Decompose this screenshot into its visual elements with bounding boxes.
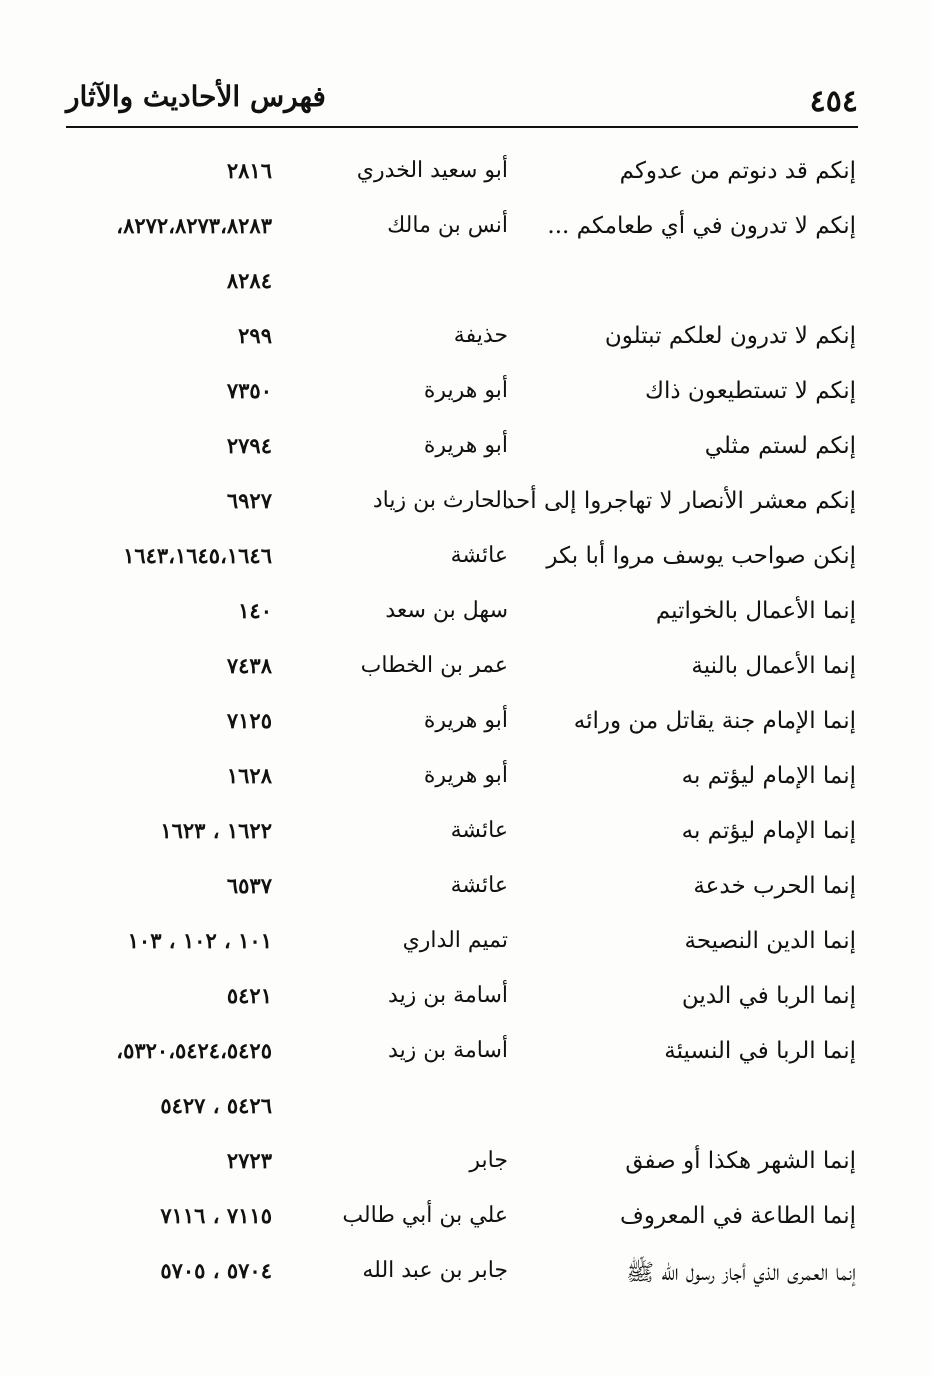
index-row <box>0 920 932 975</box>
index-row <box>0 1195 932 1250</box>
reference-numbers: ٢٧٢٣ <box>226 1148 272 1173</box>
index-row <box>0 1140 932 1195</box>
reference-numbers: ٧٤٣٨ <box>226 653 272 678</box>
index-row <box>0 700 932 755</box>
narrator-name: تميم الداري <box>402 928 508 953</box>
index-row <box>0 535 932 590</box>
hadith-text: إنكم لستم مثلي <box>704 433 856 459</box>
narrator-name: سهل بن سعد <box>385 598 508 623</box>
reference-numbers: ٦٩٢٧ <box>226 488 272 513</box>
hadith-text: إنما الأعمال بالنية <box>691 653 856 679</box>
reference-numbers: ٥٣٢٠،٥٤٢٤،٥٤٢٥، <box>116 1038 272 1063</box>
hadith-text: إنما الربا في النسيئة <box>664 1038 856 1064</box>
index-row <box>0 755 932 810</box>
hadith-text: إنكم معشر الأنصار لا تهاجروا إلى أحد <box>503 488 856 514</box>
reference-numbers: ٥٧٠٤ ، ٥٧٠٥ <box>160 1258 272 1283</box>
page-header <box>66 78 858 122</box>
hadith-text: إنما الدين النصيحة <box>684 928 856 954</box>
hadith-text: إنما الإمام ليؤتم به <box>681 818 856 844</box>
index-row <box>0 975 932 1030</box>
reference-numbers: ١٤٠ <box>238 598 272 623</box>
index-row <box>0 150 932 205</box>
hadith-text: إنما الطاعة في المعروف <box>620 1203 856 1229</box>
reference-numbers: ٧١٢٥ <box>226 708 272 733</box>
narrator-name: أسامة بن زيد <box>388 983 508 1008</box>
narrator-name: جابر بن عبد الله <box>362 1258 508 1283</box>
narrator-name: عائشة <box>450 873 508 898</box>
header-rule <box>66 126 858 128</box>
reference-numbers: ٧١١٥ ، ٧١١٦ <box>160 1203 272 1228</box>
reference-numbers: ٢٨١٦ <box>226 158 272 183</box>
index-table <box>0 150 932 1305</box>
hadith-text: إنما الشهر هكذا أو صفق <box>625 1148 856 1174</box>
index-row <box>0 1030 932 1085</box>
hadith-text: إنما الحرب خدعة <box>693 873 856 899</box>
reference-numbers: ٧٣٥٠ <box>226 378 272 403</box>
index-row <box>0 370 932 425</box>
hadith-text: إنما الأعمال بالخواتيم <box>655 598 856 624</box>
reference-numbers: ٥٤٢٦ ، ٥٤٢٧ <box>160 1093 272 1118</box>
index-row <box>0 590 932 645</box>
index-row <box>0 480 932 535</box>
reference-numbers: ١٦٢٢ ، ١٦٢٣ <box>160 818 272 843</box>
hadith-text: إنكم لا تستطيعون ذاك <box>645 378 856 404</box>
narrator-name: عمر بن الخطاب <box>360 653 508 678</box>
hadith-text: إنما الربا في الدين <box>681 983 856 1009</box>
index-row <box>0 260 932 315</box>
hadith-text: إنما العمرى الذي أجاز رسول الله ﷺ <box>626 1260 856 1286</box>
narrator-name: أبو هريرة <box>423 433 508 458</box>
hadith-text: إنما الإمام ليؤتم به <box>681 763 856 789</box>
narrator-name: أبو سعيد الخدري <box>356 158 508 183</box>
narrator-name: عائشة <box>450 818 508 843</box>
narrator-name: حذيفة <box>453 323 508 348</box>
reference-numbers: ٨٢٧٢،٨٢٧٣،٨٢٨٣، <box>116 213 272 238</box>
hadith-text: إنكم لا تدرون في أي طعامكم ... <box>547 213 856 239</box>
index-row <box>0 865 932 920</box>
index-row <box>0 1250 932 1305</box>
index-row <box>0 1085 932 1140</box>
hadith-text: إنكم لا تدرون لعلكم تبتلون <box>604 323 856 349</box>
index-row <box>0 205 932 260</box>
reference-numbers: ٦٥٣٧ <box>226 873 272 898</box>
narrator-name: أسامة بن زيد <box>388 1038 508 1063</box>
reference-numbers: ٥٤٢١ <box>226 983 272 1008</box>
narrator-name: علي بن أبي طالب <box>342 1203 508 1228</box>
reference-numbers: ٢٧٩٤ <box>226 433 272 458</box>
index-row <box>0 315 932 370</box>
narrator-name: أبو هريرة <box>423 763 508 788</box>
reference-numbers: ٢٩٩ <box>238 323 272 348</box>
narrator-name: أنس بن مالك <box>387 213 508 238</box>
narrator-name: الحارث بن زياد <box>372 488 508 513</box>
reference-numbers: ١٦٢٨ <box>226 763 272 788</box>
hadith-text: إنكم قد دنوتم من عدوكم <box>619 158 856 184</box>
index-row <box>0 810 932 865</box>
narrator-name: أبو هريرة <box>423 378 508 403</box>
narrator-name: عائشة <box>450 543 508 568</box>
narrator-name: جابر <box>469 1148 508 1173</box>
reference-numbers: ١٠١ ، ١٠٢ ، ١٠٣ <box>127 928 272 953</box>
hadith-text: إنما الإمام جنة يقاتل من ورائه <box>573 708 856 734</box>
narrator-name: أبو هريرة <box>423 708 508 733</box>
running-title: فهرس الأحاديث والآثار <box>66 80 326 113</box>
reference-numbers: ١٦٤٣،١٦٤٥،١٦٤٦ <box>123 543 272 568</box>
index-row <box>0 645 932 700</box>
page-number: ٤٥٤ <box>809 84 858 119</box>
hadith-text: إنكن صواحب يوسف مروا أبا بكر <box>546 543 856 569</box>
index-row <box>0 425 932 480</box>
reference-numbers: ٨٢٨٤ <box>226 268 272 293</box>
